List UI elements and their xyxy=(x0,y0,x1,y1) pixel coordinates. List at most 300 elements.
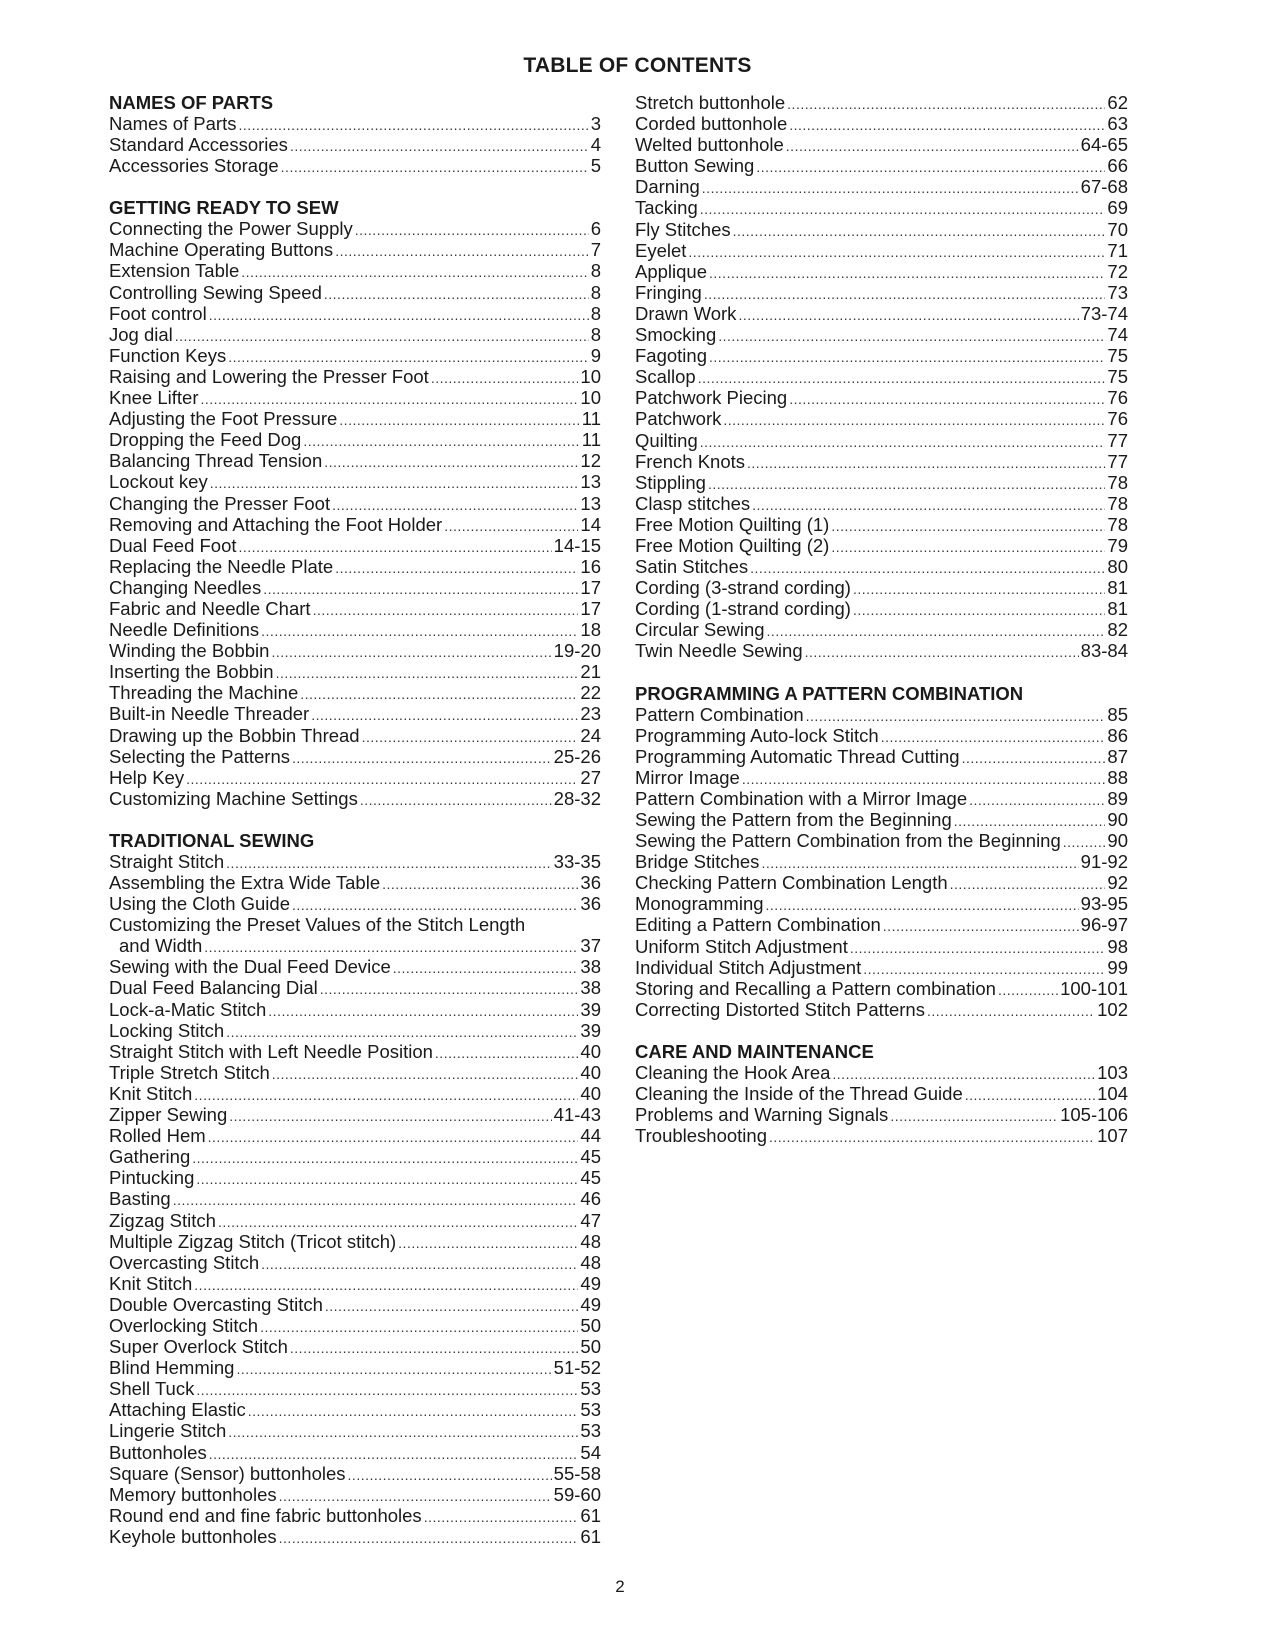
dot-leader xyxy=(194,1273,578,1296)
toc-entry[interactable] xyxy=(109,218,601,239)
dot-leader xyxy=(208,1125,579,1148)
toc-entry[interactable] xyxy=(109,1167,601,1188)
entry-title: Function Keys xyxy=(109,344,227,366)
toc-entry[interactable] xyxy=(109,682,601,703)
entry-page-number: 62 xyxy=(1107,92,1128,113)
entry-title: Removing and Attaching the Foot Holder xyxy=(109,513,443,535)
toc-entry[interactable] xyxy=(635,176,1128,197)
dot-leader xyxy=(292,893,578,916)
entry-page-number: 49 xyxy=(580,1293,601,1315)
toc-entry[interactable] xyxy=(635,408,1128,429)
entry-page-number: 105-106 xyxy=(1060,1104,1128,1126)
entry-title: Keyhole buttonholes xyxy=(109,1525,277,1547)
toc-entry[interactable] xyxy=(109,872,601,893)
entry-title: Sewing the Pattern Combination from the Beginning xyxy=(635,830,1061,852)
dot-leader xyxy=(200,387,578,410)
entry-title: Corded buttonhole xyxy=(635,113,788,135)
entry-page-number: 99 xyxy=(1107,956,1128,978)
toc-entry[interactable] xyxy=(109,1357,601,1378)
entry-title: Locking Stitch xyxy=(109,1019,225,1041)
entry-page-number: 55-58 xyxy=(553,1462,601,1484)
entry-page-number: 19-20 xyxy=(553,640,601,662)
toc-entry[interactable] xyxy=(109,935,601,956)
toc-entry[interactable] xyxy=(109,1104,601,1125)
entry-page-number: 45 xyxy=(580,1146,601,1168)
dot-leader xyxy=(863,957,1105,980)
toc-entry[interactable] xyxy=(635,514,1128,535)
entry-page-number: 17 xyxy=(580,597,601,619)
entry-title: Zigzag Stitch xyxy=(109,1209,216,1231)
entry-page-number: 22 xyxy=(580,682,601,704)
toc-entry[interactable] xyxy=(635,830,1128,851)
toc-entry[interactable] xyxy=(635,809,1128,830)
toc-entry[interactable] xyxy=(109,1399,601,1420)
entry-page-number: 77 xyxy=(1107,450,1128,472)
entry-title: Square (Sensor) buttonholes xyxy=(109,1462,346,1484)
entry-page-number: 54 xyxy=(580,1441,601,1463)
entry-title: Uniform Stitch Adjustment xyxy=(635,935,848,957)
toc-entry[interactable] xyxy=(109,535,601,556)
dot-leader xyxy=(210,471,579,494)
entry-title: Cording (1-strand cording) xyxy=(635,598,851,620)
entry-title: Raising and Lowering the Presser Foot xyxy=(109,365,429,387)
toc-entry[interactable] xyxy=(109,303,601,324)
entry-page-number: 51-52 xyxy=(553,1357,601,1379)
entry-title: Built-in Needle Threader xyxy=(109,703,310,725)
toc-entry[interactable] xyxy=(109,514,601,535)
toc-entry[interactable] xyxy=(109,366,601,387)
toc-entry[interactable] xyxy=(109,1125,601,1146)
dot-leader xyxy=(700,197,1106,220)
toc-entry[interactable] xyxy=(635,598,1128,619)
toc-entry[interactable] xyxy=(109,450,601,471)
toc-entry[interactable] xyxy=(635,978,1128,999)
entry-title: Cording (3-strand cording) xyxy=(635,577,851,599)
entry-title: Customizing the Preset Values of the Stitch Length xyxy=(109,914,526,936)
dot-leader xyxy=(883,914,1079,937)
entry-page-number: 64-65 xyxy=(1080,134,1128,156)
entry-page-number: 79 xyxy=(1107,534,1128,556)
toc-entry[interactable] xyxy=(109,1210,601,1231)
toc-entry[interactable] xyxy=(635,155,1128,176)
entry-title: Customizing Machine Settings xyxy=(109,787,358,809)
entry-page-number: 66 xyxy=(1107,155,1128,177)
toc-entry[interactable] xyxy=(635,999,1128,1020)
entry-page-number: 45 xyxy=(580,1167,601,1189)
entry-page-number: 40 xyxy=(580,1040,601,1062)
dot-leader xyxy=(382,872,578,895)
toc-entry[interactable] xyxy=(635,1083,1128,1104)
toc-entry[interactable] xyxy=(635,788,1128,809)
entry-title: Round end and fine fabric buttonholes xyxy=(109,1504,422,1526)
toc-entry[interactable] xyxy=(635,134,1128,155)
entry-title: Gathering xyxy=(109,1146,191,1168)
entry-title: Checking Pattern Combination Length xyxy=(635,872,948,894)
left-column xyxy=(109,92,601,1568)
entry-title: Welted buttonhole xyxy=(635,134,784,156)
toc-entry[interactable] xyxy=(109,1020,601,1041)
entry-title: Changing Needles xyxy=(109,576,262,598)
entry-page-number: 90 xyxy=(1107,809,1128,830)
dot-leader xyxy=(355,218,589,241)
toc-entry[interactable] xyxy=(635,535,1128,556)
entry-page-number: 4 xyxy=(590,134,601,156)
toc-entry[interactable] xyxy=(635,767,1128,788)
dot-leader xyxy=(688,240,1105,263)
toc-entry[interactable] xyxy=(635,197,1128,218)
toc-section-names-of-parts xyxy=(109,92,601,176)
toc-entry[interactable] xyxy=(109,1294,601,1315)
entry-page-number: 39 xyxy=(580,998,601,1020)
entry-page-number: 21 xyxy=(580,661,601,683)
toc-entry[interactable] xyxy=(109,239,601,260)
toc-entry[interactable] xyxy=(109,324,601,345)
entry-title: Triple Stretch Stitch xyxy=(109,1061,270,1083)
entry-page-number: 71 xyxy=(1107,239,1128,261)
toc-entry[interactable] xyxy=(109,113,601,134)
dot-leader xyxy=(263,577,578,600)
toc-entry[interactable] xyxy=(109,1273,601,1294)
toc-entry[interactable] xyxy=(635,851,1128,872)
entry-page-number: 12 xyxy=(580,450,601,472)
dot-leader xyxy=(173,1188,579,1211)
dot-leader xyxy=(431,366,579,389)
entry-page-number: 8 xyxy=(590,281,601,303)
toc-entry[interactable] xyxy=(109,471,601,492)
dot-leader xyxy=(268,999,578,1022)
toc-entry[interactable] xyxy=(635,556,1128,577)
entry-title: Needle Definitions xyxy=(109,619,260,641)
dot-leader xyxy=(832,1062,1095,1085)
dot-leader xyxy=(271,640,551,663)
dot-leader xyxy=(789,387,1105,410)
entry-title: Dual Feed Foot xyxy=(109,534,237,556)
entry-page-number: 67-68 xyxy=(1080,176,1128,198)
dot-leader xyxy=(229,1104,551,1127)
entry-page-number: 36 xyxy=(580,872,601,893)
toc-entry[interactable] xyxy=(109,767,601,788)
entry-page-number: 6 xyxy=(590,218,601,240)
toc-entry[interactable] xyxy=(109,956,601,977)
toc-entry[interactable] xyxy=(109,1526,601,1547)
entry-title: Programming Auto-lock Stitch xyxy=(635,724,879,746)
toc-entry[interactable] xyxy=(109,282,601,303)
toc-entry[interactable] xyxy=(635,113,1128,134)
entry-title: Pintucking xyxy=(109,1167,195,1189)
entry-page-number: 80 xyxy=(1107,556,1128,578)
toc-entry[interactable] xyxy=(109,1041,601,1062)
toc-entry[interactable] xyxy=(109,1231,601,1252)
toc-entry[interactable] xyxy=(635,872,1128,893)
entry-page-number: 13 xyxy=(580,492,601,514)
dot-leader xyxy=(881,725,1106,748)
toc-entry[interactable] xyxy=(109,1315,601,1336)
toc-entry[interactable] xyxy=(109,1463,601,1484)
toc-entry[interactable] xyxy=(109,1252,601,1273)
dot-leader xyxy=(204,935,578,958)
toc-entry[interactable] xyxy=(109,1505,601,1526)
toc-entry[interactable] xyxy=(635,324,1128,345)
entry-title: Sewing the Pattern from the Beginning xyxy=(635,809,952,830)
entry-page-number: 104 xyxy=(1097,1083,1128,1105)
entry-title: Adjusting the Foot Pressure xyxy=(109,408,338,430)
toc-entry[interactable] xyxy=(635,366,1128,387)
toc-entry[interactable] xyxy=(109,703,601,724)
toc-entry[interactable] xyxy=(109,1378,601,1399)
toc-entry[interactable] xyxy=(109,429,601,450)
entry-title: Free Motion Quilting (2) xyxy=(635,534,830,556)
toc-entry[interactable] xyxy=(109,577,601,598)
toc-entry[interactable] xyxy=(109,408,601,429)
dot-leader xyxy=(954,809,1106,832)
toc-entry[interactable] xyxy=(109,345,601,366)
toc-entry[interactable] xyxy=(635,957,1128,978)
dot-leader xyxy=(806,704,1106,727)
right-column xyxy=(635,92,1128,1167)
toc-entry[interactable] xyxy=(635,240,1128,261)
entry-title: Overcasting Stitch xyxy=(109,1251,260,1273)
entry-title: Drawn Work xyxy=(635,302,737,324)
entry-title: Controlling Sewing Speed xyxy=(109,281,322,303)
toc-entry[interactable] xyxy=(109,598,601,619)
entry-page-number: 40 xyxy=(580,1082,601,1104)
dot-leader xyxy=(393,956,579,979)
dot-leader xyxy=(175,324,589,347)
entry-page-number: 23 xyxy=(580,703,601,725)
dot-leader xyxy=(261,619,578,642)
dot-leader xyxy=(335,239,589,262)
entry-page-number: 8 xyxy=(590,323,601,345)
entry-page-number: 83-84 xyxy=(1080,640,1128,662)
toc-entry[interactable] xyxy=(109,1442,601,1463)
dot-leader xyxy=(756,155,1105,178)
toc-entry[interactable] xyxy=(109,1484,601,1505)
dot-leader xyxy=(733,219,1106,242)
dot-leader xyxy=(702,176,1079,199)
toc-entry[interactable] xyxy=(109,914,601,935)
entry-title: Buttonholes xyxy=(109,1441,207,1463)
entry-title: French Knots xyxy=(635,450,746,472)
toc-entry[interactable] xyxy=(109,1188,601,1209)
dot-leader xyxy=(335,556,578,579)
toc-entry[interactable] xyxy=(635,936,1128,957)
entry-title: Button Sewing xyxy=(635,155,755,177)
dot-leader xyxy=(226,851,552,874)
entry-page-number: 8 xyxy=(590,302,601,324)
section-heading: TRADITIONAL SEWING xyxy=(109,829,315,851)
dot-leader xyxy=(228,1420,578,1443)
toc-entry[interactable] xyxy=(635,893,1128,914)
dot-leader xyxy=(965,1083,1095,1106)
toc-entry[interactable] xyxy=(109,155,601,176)
dot-leader xyxy=(950,872,1106,895)
toc-entry[interactable] xyxy=(109,619,601,640)
toc-entry[interactable] xyxy=(635,725,1128,746)
entry-page-number: 85 xyxy=(1107,703,1128,725)
dot-leader xyxy=(738,303,1078,326)
entry-page-number: 93-95 xyxy=(1080,893,1128,915)
entry-page-number: 13 xyxy=(580,471,601,493)
entry-page-number: 90 xyxy=(1107,830,1128,852)
dot-leader xyxy=(962,746,1106,769)
toc-entry[interactable] xyxy=(109,1420,601,1441)
toc-entry[interactable] xyxy=(109,1062,601,1083)
dot-leader xyxy=(218,1210,578,1233)
entry-page-number: 10 xyxy=(580,387,601,409)
entry-title: Problems and Warning Signals xyxy=(635,1104,889,1126)
dot-leader xyxy=(850,936,1106,959)
dot-leader xyxy=(300,682,578,705)
entry-title: Smocking xyxy=(635,324,717,346)
toc-entry[interactable] xyxy=(635,345,1128,366)
entry-page-number: 50 xyxy=(580,1336,601,1358)
entry-title: Using the Cloth Guide xyxy=(109,893,290,915)
entry-title: Stretch buttonhole xyxy=(635,92,786,113)
entry-page-number: 7 xyxy=(590,239,601,261)
entry-page-number: 81 xyxy=(1107,577,1128,599)
dot-leader xyxy=(281,155,589,178)
entry-page-number: 48 xyxy=(580,1230,601,1252)
toc-entry[interactable] xyxy=(635,261,1128,282)
entry-title: Threading the Machine xyxy=(109,682,299,704)
entry-title: Balancing Thread Tension xyxy=(109,450,323,472)
dot-leader xyxy=(853,577,1105,600)
toc-entry[interactable] xyxy=(635,472,1128,493)
toc-entry[interactable] xyxy=(109,746,601,767)
entry-title: Dropping the Feed Dog xyxy=(109,429,302,451)
toc-entry[interactable] xyxy=(109,725,601,746)
entry-title: Patchwork xyxy=(635,408,722,430)
toc-entry[interactable] xyxy=(635,1062,1128,1083)
entry-page-number: 9 xyxy=(590,344,601,366)
toc-section-continued xyxy=(635,92,1128,662)
section-heading: GETTING READY TO SEW xyxy=(109,197,339,219)
entry-page-number: 102 xyxy=(1097,998,1128,1020)
entry-title: Satin Stitches xyxy=(635,556,749,578)
dot-leader xyxy=(332,493,578,516)
toc-entry[interactable] xyxy=(635,704,1128,725)
toc-entry[interactable] xyxy=(635,430,1128,451)
toc-section-programming-a-pattern-combination xyxy=(635,683,1128,1020)
toc-entry[interactable] xyxy=(109,1146,601,1167)
toc-entry[interactable] xyxy=(109,1336,601,1357)
entry-page-number: 38 xyxy=(580,977,601,999)
toc-entry[interactable] xyxy=(635,92,1128,113)
toc-entry[interactable] xyxy=(635,282,1128,303)
dot-leader xyxy=(362,725,579,748)
toc-entry[interactable] xyxy=(109,387,601,408)
entry-title: Editing a Pattern Combination xyxy=(635,914,881,936)
toc-entry[interactable] xyxy=(635,303,1128,324)
dot-leader xyxy=(767,619,1106,642)
dot-leader xyxy=(313,598,579,621)
entry-page-number: 53 xyxy=(580,1378,601,1400)
toc-entry[interactable] xyxy=(109,788,601,809)
toc-entry[interactable] xyxy=(635,640,1128,661)
toc-entry[interactable] xyxy=(109,851,601,872)
entry-page-number: 27 xyxy=(580,766,601,788)
toc-entry[interactable] xyxy=(109,893,601,914)
entry-page-number: 50 xyxy=(580,1314,601,1336)
entry-page-number: 40 xyxy=(580,1061,601,1083)
entry-page-number: 38 xyxy=(580,956,601,978)
toc-entry[interactable] xyxy=(635,387,1128,408)
dot-leader xyxy=(339,408,579,431)
entry-page-number: 17 xyxy=(580,576,601,598)
entry-page-number: 46 xyxy=(580,1188,601,1210)
entry-page-number: 36 xyxy=(580,893,601,915)
entry-page-number: 98 xyxy=(1107,935,1128,957)
toc-entry[interactable] xyxy=(109,640,601,661)
dot-leader xyxy=(194,1083,578,1106)
toc-entry[interactable] xyxy=(635,493,1128,514)
dot-leader xyxy=(435,1041,579,1064)
dot-leader xyxy=(805,640,1079,663)
toc-entry[interactable] xyxy=(635,1104,1128,1125)
entry-page-number: 69 xyxy=(1107,197,1128,219)
toc-entry[interactable] xyxy=(109,999,601,1020)
dot-leader xyxy=(789,113,1105,136)
entry-title: Eyelet xyxy=(635,239,687,261)
entry-title: Basting xyxy=(109,1188,171,1210)
toc-entry[interactable] xyxy=(635,219,1128,240)
toc-entry[interactable] xyxy=(109,977,601,998)
toc-entry[interactable] xyxy=(109,661,601,682)
entry-title: Changing the Presser Foot xyxy=(109,492,331,514)
entry-title: Fagoting xyxy=(635,345,707,367)
section-heading: PROGRAMMING A PATTERN COMBINATION xyxy=(635,682,1024,704)
entry-title: Stippling xyxy=(635,471,706,493)
toc-entry[interactable] xyxy=(109,134,601,155)
toc-entry[interactable] xyxy=(635,914,1128,935)
entry-title: Fringing xyxy=(635,281,702,303)
entry-page-number: 75 xyxy=(1107,366,1128,388)
entry-title: Free Motion Quilting (1) xyxy=(635,513,830,535)
entry-title: Fly Stitches xyxy=(635,218,731,240)
entry-title: Super Overlock Stitch xyxy=(109,1336,288,1358)
toc-entry[interactable] xyxy=(109,493,601,514)
entry-title: Help Key xyxy=(109,766,185,788)
entry-title: Mirror Image xyxy=(635,766,740,788)
dot-leader xyxy=(186,767,578,790)
dot-leader xyxy=(228,345,588,368)
toc-entry[interactable] xyxy=(635,619,1128,640)
dot-leader xyxy=(209,1442,579,1465)
entry-page-number: 87 xyxy=(1107,745,1128,767)
dot-leader xyxy=(853,598,1105,621)
section-heading: CARE AND MAINTENANCE xyxy=(635,1040,874,1062)
toc-entry[interactable] xyxy=(635,1125,1128,1146)
entry-page-number: 103 xyxy=(1097,1061,1128,1083)
toc-entry[interactable] xyxy=(635,746,1128,767)
entry-title: Circular Sewing xyxy=(635,619,765,641)
entry-page-number: 14 xyxy=(580,513,601,535)
toc-entry[interactable] xyxy=(635,451,1128,472)
toc-entry[interactable] xyxy=(109,1083,601,1104)
dot-leader xyxy=(709,261,1105,284)
section-heading: NAMES OF PARTS xyxy=(109,92,274,113)
entry-title: Rolled Hem xyxy=(109,1125,206,1147)
toc-entry[interactable] xyxy=(635,577,1128,598)
toc-entry[interactable] xyxy=(109,556,601,577)
dot-leader xyxy=(196,1378,578,1401)
toc-entry[interactable] xyxy=(109,260,601,281)
entry-page-number: 53 xyxy=(580,1399,601,1421)
dot-leader xyxy=(239,113,589,136)
entry-title: Straight Stitch xyxy=(109,850,225,872)
dot-leader xyxy=(890,1104,1058,1127)
entry-title: Clasp stitches xyxy=(635,492,751,514)
